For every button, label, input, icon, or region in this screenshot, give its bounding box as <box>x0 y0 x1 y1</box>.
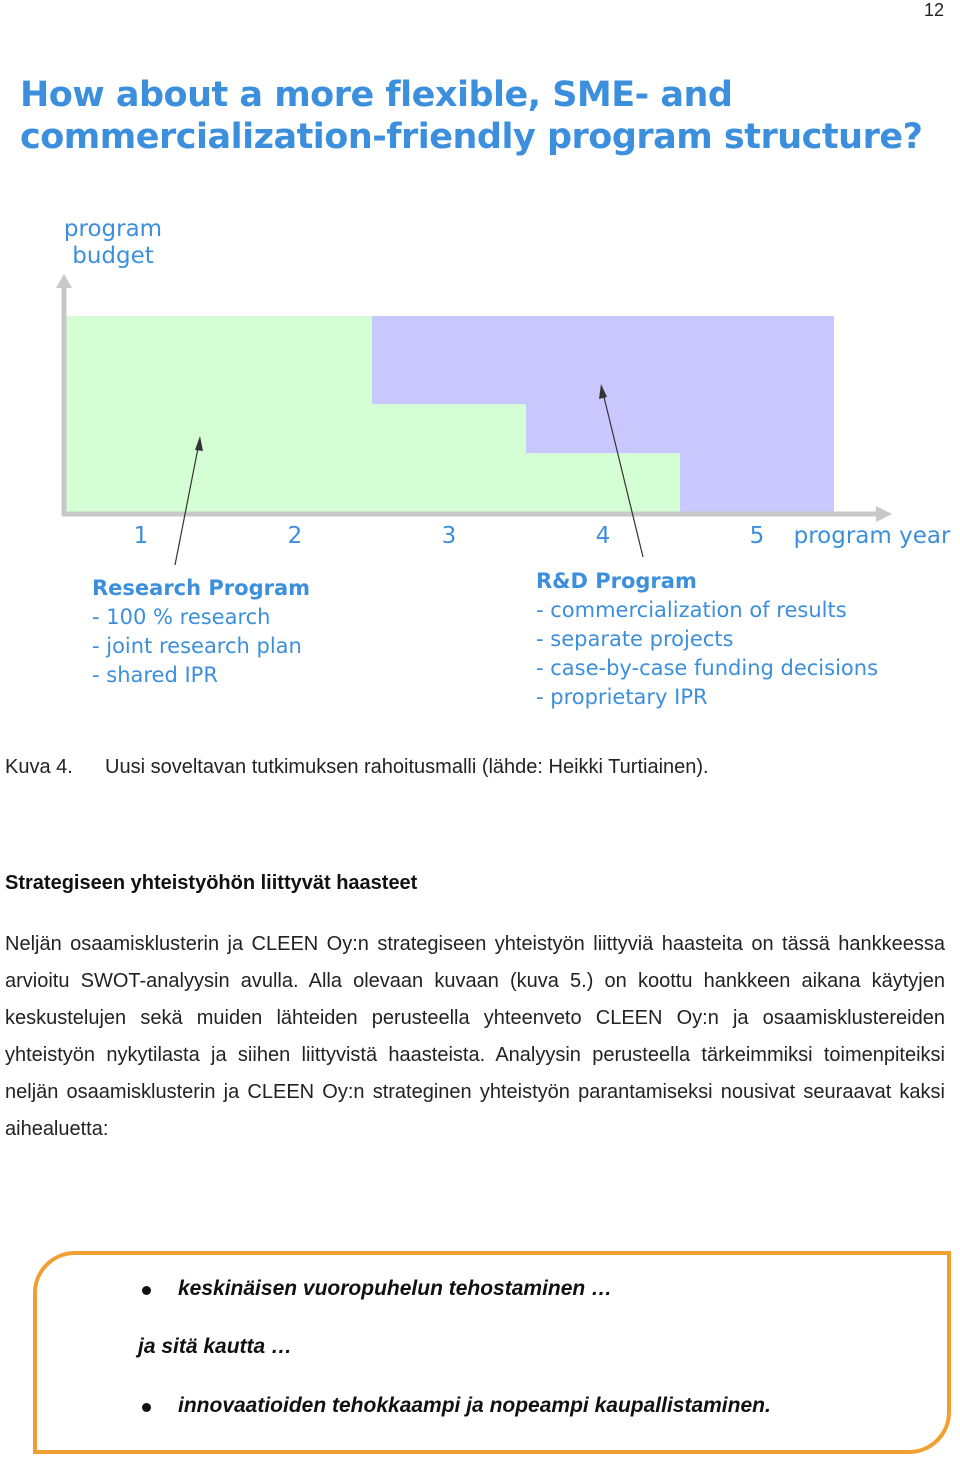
research-area-year-4 <box>526 453 680 512</box>
caption-label: Kuva 4. <box>5 756 73 778</box>
x-tick-labels <box>134 523 765 549</box>
legend-rd-item: - commercialization of results <box>536 598 847 622</box>
section-heading: Strategiseen yhteistyöhön liittyvät haasteet <box>5 872 418 894</box>
figure-title-line-2: commercialization-friendly program structure? <box>20 117 923 157</box>
x-axis-arrow <box>876 506 892 522</box>
legend-research-item: - 100 % research <box>92 605 271 629</box>
callout-bullet-2: innovaatioiden tehokkaampi ja nopeampi kaupallistaminen. <box>178 1394 771 1417</box>
body-paragraph: Neljän osaamisklusterin ja CLEEN Oy:n strategiseen yhteistyön liittyviä haasteita on tässä hankkeessa arvioitu SWOT-analyysin avulla. Alla olevaan kuvaan (kuva 5.) on koottu hankkeen aikana käytyjen keskustelujen sekä muiden lähteiden perusteella yhteenveto CLEEN Oy:n ja osaamisklustereiden yhteistyön nykytilasta ja siihen liittyvistä haasteista. Analyysin perusteella tärkeimmiksi toimenpiteiksi neljän osaamisklusterin ja CLEEN Oy:n strateginen yhteistyön parantamiseksi nousivat seuraavat kaksi aihealuetta: <box>5 933 945 1140</box>
rd-area-year-4 <box>526 316 680 453</box>
legend-rd-program <box>536 567 878 712</box>
research-area-year-2 <box>218 316 372 512</box>
x-tick-label: 4 <box>595 523 611 549</box>
figure-title-line-1: How about a more flexible, SME- and <box>20 75 733 115</box>
legend-rd-item: - separate projects <box>536 627 734 651</box>
legend-research-item: - shared IPR <box>92 663 218 687</box>
rd-area-year-5 <box>680 316 834 512</box>
page-number: 12 <box>923 0 944 20</box>
callout-bullet-1: keskinäisen vuoropuhelun tehostaminen … <box>178 1277 613 1300</box>
legend-research-item: - joint research plan <box>92 634 302 658</box>
program-budget-chart <box>0 200 960 580</box>
legend-research-program <box>92 574 310 690</box>
y-axis-label-line-1: program <box>63 216 163 242</box>
caption-text: Uusi soveltavan tutkimuksen rahoitusmalli (lähde: Heikki Turtiainen). <box>105 756 709 778</box>
legend-rd-item: - case-by-case funding decisions <box>536 656 879 680</box>
rd-area-year-3 <box>372 316 526 404</box>
x-tick-label: 2 <box>287 523 303 549</box>
legend-rd-item: - proprietary IPR <box>536 685 708 709</box>
research-area-year-3 <box>372 404 526 512</box>
bullet-icon <box>142 1403 151 1412</box>
figure-title <box>20 74 950 158</box>
chart-areas <box>64 316 834 512</box>
legend-rd-title: R&D Program <box>536 569 697 593</box>
x-tick-label: 1 <box>133 523 149 549</box>
figure-caption <box>5 756 709 779</box>
y-axis-label-line-2: budget <box>72 243 154 269</box>
bullet-icon <box>142 1286 151 1295</box>
x-tick-label: 3 <box>441 523 457 549</box>
callout-middle-line: ja sitä kautta … <box>138 1335 293 1358</box>
legend-research-title: Research Program <box>92 576 311 600</box>
research-area-year-1 <box>64 316 218 512</box>
y-axis-arrow <box>56 274 72 288</box>
x-axis-label: program year <box>793 523 951 549</box>
x-tick-label: 5 <box>749 523 765 549</box>
